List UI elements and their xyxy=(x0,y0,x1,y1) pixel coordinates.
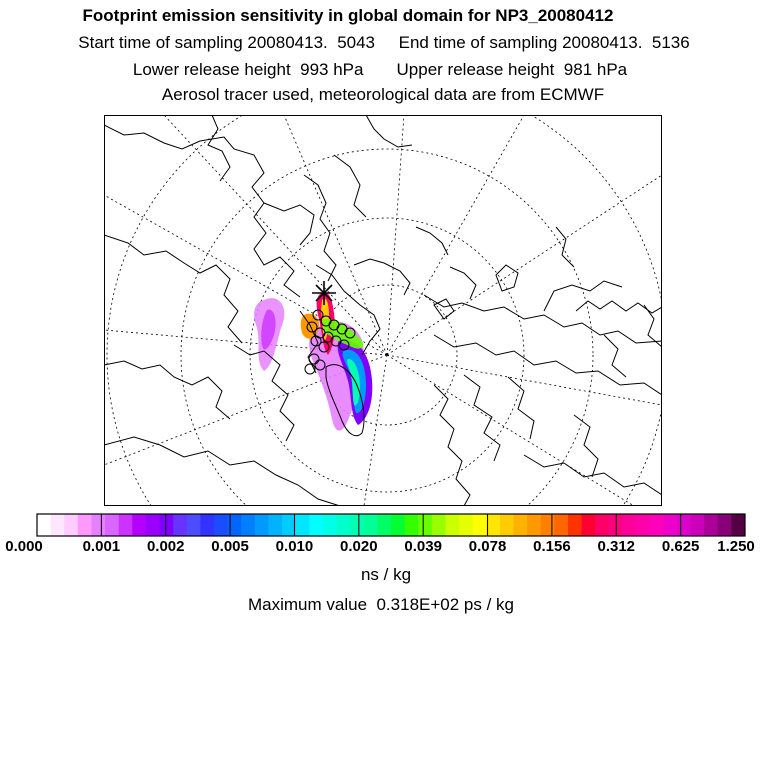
colorbar-segment xyxy=(650,514,664,536)
colorbar-segment xyxy=(636,514,650,536)
colorbar xyxy=(36,513,746,537)
colorbar-segment xyxy=(214,514,228,536)
colorbar-tick-label: 0.010 xyxy=(275,538,314,555)
colorbar-tick-label: 0.078 xyxy=(468,538,507,555)
colorbar-segment xyxy=(241,514,255,536)
colorbar-tick-label: 0.039 xyxy=(404,538,442,555)
colorbar-tick-label: 0.001 xyxy=(82,538,121,555)
colorbar-segment xyxy=(391,514,405,536)
colorbar-segment xyxy=(527,514,541,536)
max-value-label: Maximum value 0.318E+02 ps / kg xyxy=(248,595,514,614)
colorbar-segment xyxy=(64,514,78,536)
colorbar-segment xyxy=(37,514,51,536)
colorbar-segment xyxy=(350,514,364,536)
colorbar-segment xyxy=(51,514,65,536)
footprint-map xyxy=(104,115,662,506)
colorbar-segment xyxy=(514,514,528,536)
colorbar-segment xyxy=(337,514,351,536)
colorbar-segment xyxy=(677,514,691,536)
colorbar-segment xyxy=(500,514,514,536)
title-line-2: Start time of sampling 20080413. 5043 End time of sampling 20080413. 5136 xyxy=(78,33,690,52)
title-line-3: Lower release height 993 hPa Upper release height 981 hPa xyxy=(132,60,628,79)
colorbar-segment xyxy=(91,514,105,536)
map-frame xyxy=(105,116,662,506)
colorbar-segment xyxy=(173,514,187,536)
colorbar-segment xyxy=(432,514,446,536)
title-line-4: Aerosol tracer used, meteorological data are from ECMWF xyxy=(161,85,605,104)
colorbar-segment xyxy=(718,514,732,536)
colorbar-segment xyxy=(595,514,609,536)
colorbar-segment xyxy=(582,514,596,536)
colorbar-segment xyxy=(568,514,582,536)
colorbar-segment xyxy=(364,514,378,536)
colorbar-segment xyxy=(459,514,473,536)
colorbar-segment xyxy=(704,514,718,536)
colorbar-tick-label: 0.005 xyxy=(211,538,249,555)
colorbar-segment xyxy=(663,514,677,536)
colorbar-segment xyxy=(622,514,636,536)
colorbar-segment xyxy=(541,514,555,536)
colorbar-segment xyxy=(296,514,310,536)
colorbar-segment xyxy=(731,514,745,536)
colorbar-tick-label: 0.312 xyxy=(597,538,636,555)
colorbar-segment xyxy=(554,514,568,536)
colorbar-segment xyxy=(119,514,133,536)
title-line-1: Footprint emission sensitivity in global domain for NP3_20080412 xyxy=(82,6,614,25)
colorbar-segment xyxy=(405,514,419,536)
colorbar-segment xyxy=(309,514,323,536)
colorbar-segment xyxy=(486,514,500,536)
colorbar-tick-label: 0.000 xyxy=(5,538,43,555)
colorbar-tick-label: 0.002 xyxy=(146,538,185,555)
colorbar-segment xyxy=(691,514,705,536)
colorbar-segment xyxy=(105,514,119,536)
colorbar-segment xyxy=(146,514,160,536)
colorbar-tick-label: 0.020 xyxy=(340,538,378,555)
colorbar-segment xyxy=(200,514,214,536)
colorbar-tick-label: 1.250 xyxy=(717,538,755,555)
colorbar-segment xyxy=(78,514,92,536)
colorbar-tick-label: 0.625 xyxy=(661,538,700,555)
colorbar-segment xyxy=(160,514,174,536)
colorbar-tick-label: 0.156 xyxy=(533,538,571,555)
colorbar-segment xyxy=(323,514,337,536)
colorbar-unit-label: ns / kg xyxy=(360,565,412,584)
colorbar-segment xyxy=(132,514,146,536)
colorbar-segment xyxy=(255,514,269,536)
colorbar-segment xyxy=(187,514,201,536)
colorbar-segment xyxy=(377,514,391,536)
colorbar-segment xyxy=(418,514,432,536)
colorbar-segment xyxy=(268,514,282,536)
colorbar-segment xyxy=(445,514,459,536)
colorbar-segment xyxy=(473,514,487,536)
